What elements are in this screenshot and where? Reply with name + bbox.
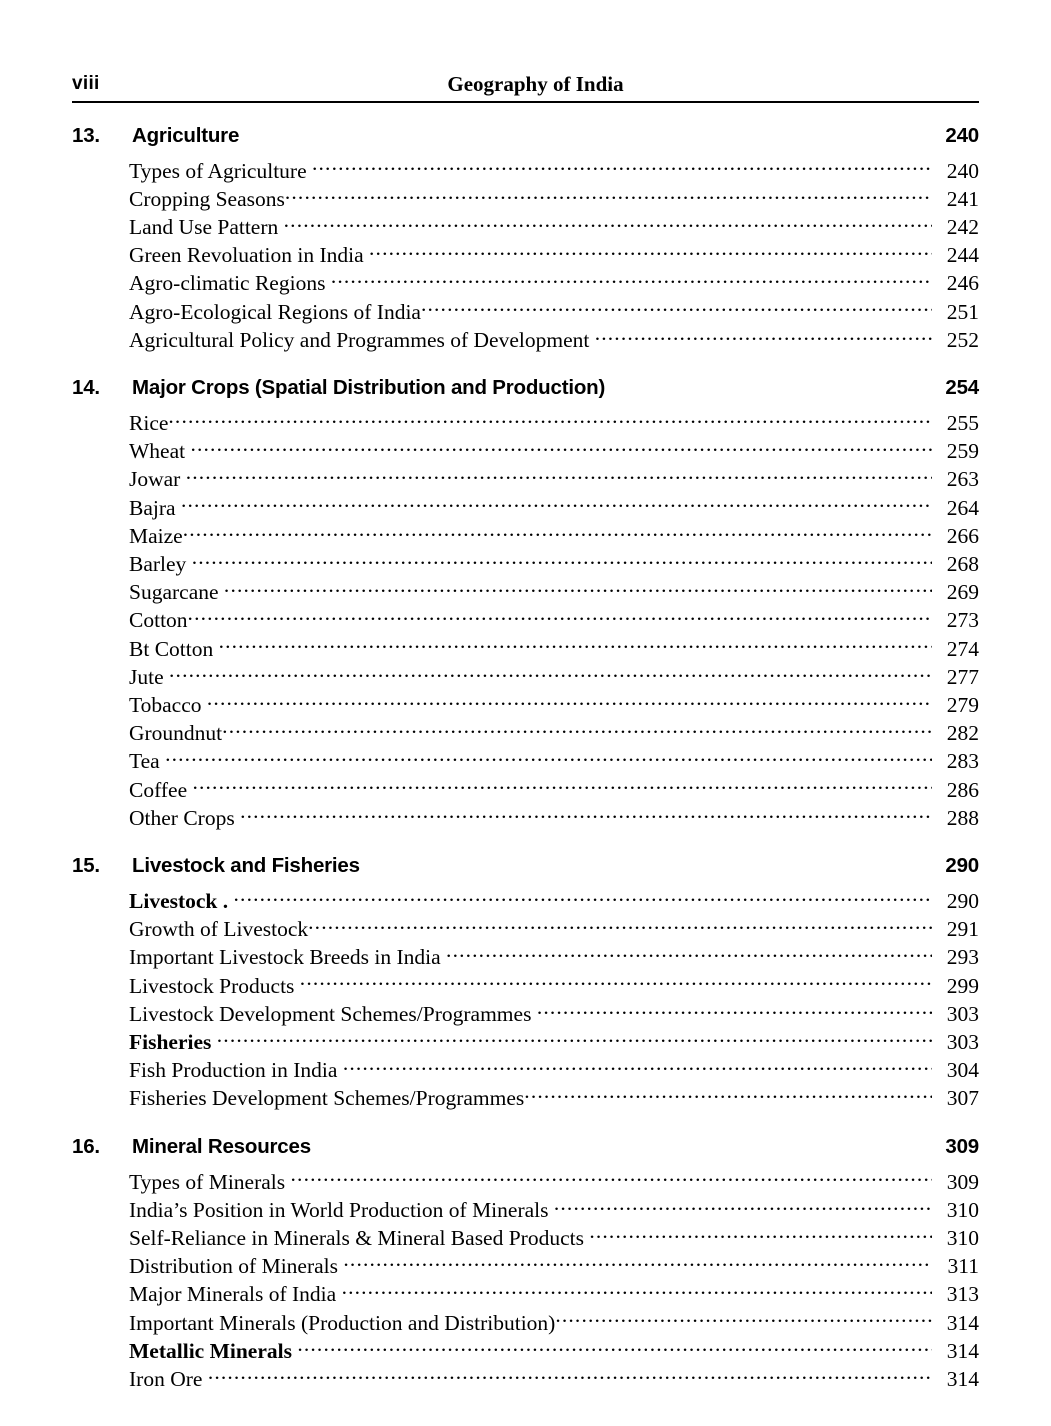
dot-leader	[595, 325, 932, 347]
toc-entry-page-number: 266	[946, 523, 979, 548]
toc-entry-label: Maize	[129, 523, 183, 548]
header-rule	[72, 101, 979, 103]
toc-entry-label: Fisheries Development Schemes/Programmes	[129, 1086, 525, 1111]
toc-entry-page-number: 269	[946, 580, 979, 605]
toc-entry-page-number: 264	[946, 495, 979, 520]
toc-entry-page-number: 259	[946, 439, 979, 464]
toc-entry-label: Metallic Minerals	[129, 1338, 292, 1363]
toc-entry-label: Major Minerals of India	[129, 1282, 337, 1307]
chapter-title: Livestock and Fisheries	[132, 854, 360, 878]
section-list	[72, 1167, 979, 1393]
toc-entry[interactable]	[72, 549, 979, 577]
dot-leader	[219, 634, 932, 656]
chapter-number: 16.	[72, 1135, 100, 1159]
toc-entry-label: Land Use Pattern	[129, 214, 279, 239]
toc-entry[interactable]	[72, 437, 979, 465]
toc-entry-label: Rice	[129, 410, 169, 435]
toc-entry-label: Wheat	[129, 439, 186, 464]
dot-leader	[342, 1280, 932, 1302]
toc-entry-label: Livestock Products	[129, 973, 295, 998]
chapter-page-number: 254	[945, 376, 979, 400]
dot-leader	[343, 1056, 932, 1078]
toc-entry-page-number: 263	[946, 467, 979, 492]
chapter-heading[interactable]	[72, 848, 979, 884]
toc-entry[interactable]	[72, 886, 979, 914]
toc-entry-label: Self-Reliance in Minerals & Mineral Based Products	[129, 1226, 584, 1250]
toc-entry-label: Sugarcane	[129, 580, 219, 605]
toc-entry[interactable]	[72, 1056, 979, 1084]
toc-entry-label: Coffee	[129, 777, 188, 802]
chapter-heading[interactable]	[72, 370, 979, 406]
toc-entry[interactable]	[72, 578, 979, 606]
toc-entry[interactable]	[72, 212, 979, 240]
dot-leader	[554, 1195, 932, 1217]
toc-entry-label: Other Crops	[129, 805, 235, 830]
chapter-block	[72, 370, 979, 831]
table-of-contents	[72, 118, 979, 1393]
toc-entry[interactable]	[72, 408, 979, 436]
toc-entry-page-number: 268	[946, 551, 979, 576]
toc-entry-page-number: 240	[946, 158, 979, 183]
toc-entry-label: Agro-Ecological Regions of India	[129, 299, 421, 324]
toc-entry-page-number: 314	[946, 1338, 979, 1363]
toc-entry-label: Types of Minerals	[129, 1169, 286, 1194]
dot-leader	[234, 886, 932, 908]
toc-entry-page-number: 304	[946, 1058, 979, 1083]
toc-entry-page-number: 283	[946, 749, 979, 774]
toc-entry[interactable]	[72, 690, 979, 718]
section-list	[72, 156, 979, 353]
dot-leader	[284, 212, 932, 234]
toc-entry[interactable]	[72, 1167, 979, 1195]
dot-leader	[312, 156, 932, 178]
toc-entry[interactable]	[72, 915, 979, 943]
toc-entry-label: Types of Agriculture	[129, 158, 307, 183]
toc-entry[interactable]	[72, 521, 979, 549]
dot-leader	[192, 549, 932, 571]
dot-leader	[165, 747, 932, 769]
toc-entry-label: Iron Ore	[129, 1367, 203, 1392]
toc-entry[interactable]	[72, 999, 979, 1027]
chapter-number: 14.	[72, 376, 100, 400]
toc-entry-page-number: 282	[946, 721, 979, 746]
toc-entry-page-number: 244	[946, 243, 979, 268]
toc-entry-label: Growth of Livestock	[129, 917, 309, 942]
toc-entry[interactable]	[72, 297, 979, 325]
toc-entry[interactable]	[72, 719, 979, 747]
dot-leader	[240, 803, 932, 825]
toc-entry-page-number: 251	[946, 299, 979, 324]
toc-entry[interactable]	[72, 184, 979, 212]
toc-entry[interactable]	[72, 662, 979, 690]
dot-leader	[555, 1308, 932, 1330]
toc-entry-label: Bajra	[129, 495, 176, 520]
chapter-number: 13.	[72, 124, 100, 147]
dot-leader	[222, 719, 932, 741]
toc-entry-label: Distribution of Minerals	[129, 1254, 339, 1279]
toc-entry-page-number: 286	[946, 777, 979, 802]
toc-entry[interactable]	[72, 803, 979, 831]
dot-leader	[190, 437, 932, 459]
toc-entry-page-number: 274	[946, 636, 979, 661]
toc-entry-page-number: 288	[946, 805, 979, 830]
chapter-page-number: 290	[945, 854, 979, 878]
toc-entry-page-number: 290	[946, 888, 979, 913]
toc-entry-page-number: 252	[946, 327, 979, 352]
chapter-block	[72, 118, 979, 353]
page-folio: viii	[72, 73, 100, 94]
toc-entry-page-number: 314	[946, 1310, 979, 1335]
toc-entry-label: Jowar	[129, 467, 181, 492]
chapter-page-number: 240	[945, 124, 979, 147]
toc-entry-page-number: 310	[946, 1197, 979, 1222]
section-list	[72, 408, 979, 831]
toc-entry[interactable]	[72, 634, 979, 662]
toc-entry-label: Livestock Development Schemes/Programmes	[129, 1001, 532, 1026]
toc-entry[interactable]	[72, 1084, 979, 1112]
toc-entry[interactable]	[72, 1365, 979, 1393]
chapter-title: Agriculture	[132, 124, 240, 147]
book-title: Geography of India	[447, 72, 624, 96]
toc-entry[interactable]	[72, 775, 979, 803]
toc-entry-page-number: 314	[946, 1367, 979, 1392]
toc-entry-label: Livestock .	[129, 888, 229, 913]
dot-leader	[331, 269, 932, 291]
toc-entry[interactable]	[72, 943, 979, 971]
dot-leader	[524, 1084, 932, 1106]
chapter-block	[72, 1129, 979, 1393]
toc-entry-page-number: 303	[946, 1029, 979, 1054]
dot-leader	[224, 578, 932, 600]
toc-entry[interactable]	[72, 747, 979, 775]
dot-leader	[308, 915, 932, 937]
chapter-title: Major Crops (Spatial Distribution and Production)	[132, 376, 606, 400]
dot-leader	[192, 775, 932, 797]
toc-entry-page-number: 246	[946, 271, 979, 296]
toc-entry[interactable]	[72, 1280, 979, 1308]
toc-entry-page-number: 309	[946, 1169, 979, 1194]
chapter-block	[72, 848, 979, 1112]
running-head	[72, 72, 979, 102]
toc-entry[interactable]	[72, 971, 979, 999]
toc-entry[interactable]	[72, 1195, 979, 1223]
toc-entry-page-number: 279	[946, 692, 979, 717]
toc-entry[interactable]	[72, 1336, 979, 1364]
toc-entry-page-number: 311	[947, 1254, 979, 1279]
toc-entry-label: Green Revoluation in India	[129, 243, 364, 268]
dot-leader	[207, 690, 932, 712]
toc-entry-page-number: 241	[946, 186, 979, 211]
toc-entry-label: Agro-climatic Regions	[129, 271, 326, 296]
dot-leader	[285, 184, 932, 206]
toc-entry[interactable]	[72, 493, 979, 521]
dot-leader	[369, 241, 932, 263]
dot-leader	[297, 1336, 932, 1358]
dot-leader	[421, 297, 932, 319]
chapter-heading[interactable]	[72, 1129, 979, 1165]
toc-entry-label: Jute	[129, 664, 164, 689]
dot-leader	[183, 521, 932, 543]
toc-entry[interactable]	[72, 325, 979, 353]
section-list	[72, 886, 979, 1112]
dot-leader	[291, 1167, 932, 1189]
toc-entry[interactable]	[72, 1252, 979, 1280]
toc-entry-label: Fish Production in India	[129, 1058, 338, 1083]
toc-entry-label: Fisheries	[129, 1029, 212, 1054]
dot-leader	[446, 943, 932, 965]
toc-entry[interactable]	[72, 241, 979, 269]
chapter-number: 15.	[72, 854, 100, 878]
toc-entry-page-number: 303	[946, 1001, 979, 1026]
toc-entry-page-number: 307	[946, 1086, 979, 1111]
toc-entry[interactable]	[72, 1308, 979, 1336]
toc-entry[interactable]	[72, 156, 979, 184]
toc-entry[interactable]	[72, 269, 979, 297]
dot-leader	[181, 493, 932, 515]
toc-entry-label: Groundnut	[129, 721, 223, 746]
toc-entry-page-number: 313	[946, 1282, 979, 1307]
toc-entry-page-number: 291	[946, 917, 979, 942]
dot-leader	[300, 971, 932, 993]
toc-entry-page-number: 293	[946, 945, 979, 970]
toc-entry-page-number: 242	[946, 214, 979, 239]
dot-leader	[208, 1365, 932, 1387]
toc-entry-page-number: 255	[946, 410, 979, 435]
dot-leader	[217, 1027, 932, 1049]
toc-entry-label: Cotton	[129, 608, 188, 633]
toc-entry[interactable]	[72, 606, 979, 634]
chapter-title: Mineral Resources	[132, 1135, 311, 1159]
toc-entry-label: Cropping Seasons	[129, 186, 285, 211]
chapter-heading[interactable]	[72, 118, 979, 154]
dot-leader	[343, 1252, 932, 1274]
toc-entry-page-number: 277	[946, 664, 979, 689]
dot-leader	[589, 1224, 932, 1246]
chapter-page-number: 309	[945, 1135, 979, 1159]
toc-entry-page-number: 299	[946, 973, 979, 998]
toc-entry[interactable]	[72, 1224, 979, 1252]
toc-entry-label: Agricultural Policy and Programmes of Development	[129, 327, 590, 352]
toc-entry-label: Tobacco	[129, 692, 202, 717]
toc-entry-label: Important Minerals (Production and Distribution)	[129, 1310, 556, 1335]
dot-leader	[168, 408, 932, 430]
toc-entry-label: Bt Cotton	[129, 636, 214, 661]
toc-entry-page-number: 310	[946, 1226, 979, 1250]
toc-entry-label: India’s Position in World Production of Minerals	[129, 1197, 549, 1222]
toc-entry-label: Important Livestock Breeds in India	[129, 945, 441, 970]
dot-leader	[537, 999, 932, 1021]
toc-entry[interactable]	[72, 1027, 979, 1055]
toc-entry[interactable]	[72, 465, 979, 493]
dot-leader	[169, 662, 932, 684]
toc-entry-label: Barley	[129, 551, 187, 576]
dot-leader	[186, 465, 932, 487]
toc-entry-label: Tea	[129, 749, 160, 774]
toc-entry-page-number: 273	[946, 608, 979, 633]
dot-leader	[188, 606, 932, 628]
